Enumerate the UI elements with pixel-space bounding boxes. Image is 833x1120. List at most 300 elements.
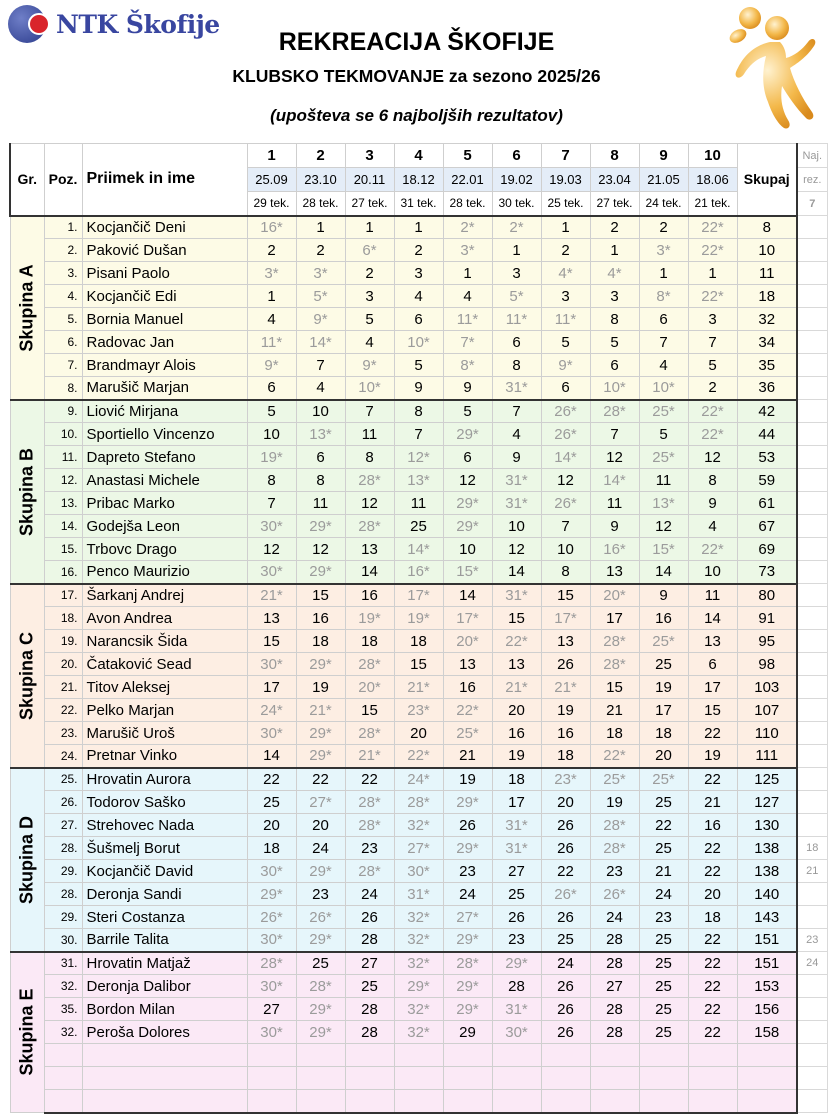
- round-date: 21.05: [639, 168, 688, 192]
- round-result: 21*: [345, 745, 394, 768]
- round-result: [247, 1067, 296, 1090]
- round-result: 20: [394, 722, 443, 745]
- round-result: 23: [492, 929, 541, 952]
- round-result: 20: [247, 814, 296, 837]
- header-row-rounds: [10, 144, 827, 168]
- round-result: 6: [247, 377, 296, 400]
- round-result: 28*: [590, 630, 639, 653]
- round-result: 1: [492, 239, 541, 262]
- round-result: 2: [541, 239, 590, 262]
- round-result: 28*: [345, 653, 394, 676]
- round-result: [492, 1044, 541, 1067]
- round-result: [688, 1044, 737, 1067]
- player-name: Peroša Dolores: [82, 1021, 247, 1044]
- player-position: 21.: [44, 676, 82, 699]
- round-result: 27*: [296, 791, 345, 814]
- player-name: Bordon Milan: [82, 998, 247, 1021]
- table-row: [10, 883, 827, 906]
- round-result: 4: [492, 423, 541, 446]
- round-result: 4: [688, 515, 737, 538]
- round-result: 9: [590, 515, 639, 538]
- round-result: 28*: [345, 791, 394, 814]
- header-best-3: 7: [797, 192, 827, 216]
- round-result: 25: [247, 791, 296, 814]
- round-result: 23*: [394, 699, 443, 722]
- round-result: 29*: [492, 952, 541, 975]
- round-result: 7: [492, 400, 541, 423]
- player-position: 30.: [44, 929, 82, 952]
- round-result: 4: [296, 377, 345, 400]
- round-result: 29*: [443, 998, 492, 1021]
- round-result: 27*: [443, 906, 492, 929]
- round-result: 28*: [247, 952, 296, 975]
- player-position: [44, 1090, 82, 1113]
- round-result: [590, 1090, 639, 1113]
- round-result: 23: [345, 837, 394, 860]
- player-best-result: [797, 423, 827, 446]
- round-result: 1: [590, 239, 639, 262]
- round-result: 30*: [492, 1021, 541, 1044]
- round-result: 23: [296, 883, 345, 906]
- player-position: 28.: [44, 837, 82, 860]
- player-total: 130: [737, 814, 797, 837]
- player-total: 125: [737, 768, 797, 791]
- round-result: 26: [541, 814, 590, 837]
- player-total: 127: [737, 791, 797, 814]
- round-result: 22: [688, 998, 737, 1021]
- round-result: 1: [296, 216, 345, 239]
- table-row: [10, 216, 827, 239]
- round-result: 26: [541, 906, 590, 929]
- player-position: [44, 1044, 82, 1067]
- round-result: 29*: [296, 653, 345, 676]
- table-row: [10, 791, 827, 814]
- round-result: 22: [296, 768, 345, 791]
- player-total: 153: [737, 975, 797, 998]
- round-result: 20: [492, 699, 541, 722]
- round-result: 8: [394, 400, 443, 423]
- round-result: 26: [541, 998, 590, 1021]
- round-participants: 30 tek.: [492, 192, 541, 216]
- round-result: 19: [296, 676, 345, 699]
- player-name: Dapreto Stefano: [82, 446, 247, 469]
- round-result: 29*: [296, 1021, 345, 1044]
- round-result: 2*: [492, 216, 541, 239]
- round-result: 4: [247, 308, 296, 331]
- round-participants: 28 tek.: [443, 192, 492, 216]
- round-result: 6: [639, 308, 688, 331]
- round-result: 25: [639, 952, 688, 975]
- round-result: 19: [492, 745, 541, 768]
- round-result: 11*: [541, 308, 590, 331]
- round-result: 9*: [296, 308, 345, 331]
- round-result: 6: [492, 331, 541, 354]
- round-participants: 27 tek.: [345, 192, 394, 216]
- round-result: 29*: [443, 837, 492, 860]
- round-result: 8*: [443, 354, 492, 377]
- round-result: 22: [639, 814, 688, 837]
- player-best-result: [797, 883, 827, 906]
- round-result: 22*: [394, 745, 443, 768]
- round-result: 7: [541, 515, 590, 538]
- round-result: 22*: [492, 630, 541, 653]
- round-result: 13: [345, 538, 394, 561]
- round-result: 29*: [443, 791, 492, 814]
- round-result: 22: [688, 837, 737, 860]
- round-result: 26: [541, 653, 590, 676]
- round-date: 18.06: [688, 168, 737, 192]
- round-result: 26*: [541, 423, 590, 446]
- player-position: [44, 1067, 82, 1090]
- round-result: [345, 1067, 394, 1090]
- round-result: 25: [639, 998, 688, 1021]
- player-position: 25.: [44, 768, 82, 791]
- round-result: 15: [492, 607, 541, 630]
- player-total: 36: [737, 377, 797, 400]
- round-result: 30*: [247, 860, 296, 883]
- round-result: 16: [296, 607, 345, 630]
- round-number: 2: [296, 144, 345, 168]
- round-result: 10: [688, 561, 737, 584]
- player-best-result: [797, 745, 827, 768]
- round-result: 29*: [443, 929, 492, 952]
- player-best-result: [797, 285, 827, 308]
- round-result: 21: [688, 791, 737, 814]
- player-best-result: 18: [797, 837, 827, 860]
- round-result: 30*: [247, 722, 296, 745]
- round-result: 15*: [639, 538, 688, 561]
- round-result: 14: [492, 561, 541, 584]
- round-result: 4: [345, 331, 394, 354]
- player-name: Godejša Leon: [82, 515, 247, 538]
- player-name: Šarkanj Andrej: [82, 584, 247, 607]
- player-name: Anastasi Michele: [82, 469, 247, 492]
- round-result: 1: [443, 262, 492, 285]
- round-result: 22: [541, 860, 590, 883]
- player-total: 95: [737, 630, 797, 653]
- round-result: 29*: [296, 929, 345, 952]
- player-position: 5.: [44, 308, 82, 331]
- round-result: 25: [296, 952, 345, 975]
- table-row: [10, 814, 827, 837]
- group-label-text: Skupina A: [16, 263, 37, 352]
- player-best-result: [797, 630, 827, 653]
- round-result: 12*: [394, 446, 443, 469]
- player-best-result: 24: [797, 952, 827, 975]
- round-result: 28*: [590, 814, 639, 837]
- round-result: 18: [639, 722, 688, 745]
- round-result: 12: [492, 538, 541, 561]
- round-result: 20: [639, 745, 688, 768]
- round-result: 22: [688, 768, 737, 791]
- round-result: 19: [688, 745, 737, 768]
- round-result: 8: [247, 469, 296, 492]
- round-result: 8: [541, 561, 590, 584]
- round-result: 26*: [296, 906, 345, 929]
- round-result: 16*: [394, 561, 443, 584]
- round-participants: 28 tek.: [296, 192, 345, 216]
- table-row: [10, 492, 827, 515]
- round-result: 4*: [590, 262, 639, 285]
- round-result: 17*: [541, 607, 590, 630]
- round-result: 22*: [688, 538, 737, 561]
- round-result: 25: [639, 837, 688, 860]
- round-result: 28*: [443, 952, 492, 975]
- round-result: 11: [688, 584, 737, 607]
- round-result: 6: [688, 653, 737, 676]
- round-result: 25*: [639, 768, 688, 791]
- round-result: 25: [639, 1021, 688, 1044]
- round-result: 17: [688, 676, 737, 699]
- round-result: [541, 1090, 590, 1113]
- table-row: [10, 952, 827, 975]
- round-result: 12: [590, 446, 639, 469]
- round-result: 24*: [247, 699, 296, 722]
- round-result: 11: [639, 469, 688, 492]
- round-result: 29: [443, 1021, 492, 1044]
- round-result: 1: [345, 216, 394, 239]
- round-result: 28: [345, 1021, 394, 1044]
- round-result: 27: [345, 952, 394, 975]
- round-result: 10: [443, 538, 492, 561]
- round-result: 27: [492, 860, 541, 883]
- player-name: Šušmelj Borut: [82, 837, 247, 860]
- round-result: 19*: [394, 607, 443, 630]
- round-result: 28*: [345, 860, 394, 883]
- round-result: [296, 1044, 345, 1067]
- round-result: 18: [345, 630, 394, 653]
- table-row: [10, 561, 827, 584]
- player-total: 44: [737, 423, 797, 446]
- round-result: 29*: [296, 722, 345, 745]
- round-result: 25: [345, 975, 394, 998]
- round-result: 32*: [394, 929, 443, 952]
- round-result: [394, 1090, 443, 1113]
- player-name: Brandmayr Alois: [82, 354, 247, 377]
- round-result: 16: [492, 722, 541, 745]
- round-result: 7: [590, 423, 639, 446]
- player-best-result: [797, 538, 827, 561]
- round-result: [541, 1067, 590, 1090]
- standings-table: [9, 143, 828, 1114]
- round-result: 28*: [296, 975, 345, 998]
- round-result: [688, 1090, 737, 1113]
- round-result: [247, 1090, 296, 1113]
- round-result: 22: [688, 952, 737, 975]
- player-total: 140: [737, 883, 797, 906]
- round-result: 26*: [590, 883, 639, 906]
- player-total: 35: [737, 354, 797, 377]
- player-name: Kocjančič David: [82, 860, 247, 883]
- round-result: 17: [590, 607, 639, 630]
- player-total: 11: [737, 262, 797, 285]
- player-best-result: 23: [797, 929, 827, 952]
- round-date: 19.03: [541, 168, 590, 192]
- round-result: 14: [443, 584, 492, 607]
- round-result: 26*: [541, 400, 590, 423]
- round-result: 26*: [247, 906, 296, 929]
- round-result: 24: [443, 883, 492, 906]
- round-result: 22*: [688, 423, 737, 446]
- round-result: 4: [394, 285, 443, 308]
- round-result: 21*: [247, 584, 296, 607]
- player-best-result: [797, 216, 827, 239]
- round-result: 28: [590, 952, 639, 975]
- player-position: 4.: [44, 285, 82, 308]
- round-result: 24*: [394, 768, 443, 791]
- round-result: 19: [541, 699, 590, 722]
- player-total: 69: [737, 538, 797, 561]
- round-result: 19: [639, 676, 688, 699]
- round-result: 11: [345, 423, 394, 446]
- round-result: 6: [296, 446, 345, 469]
- round-result: 7: [688, 331, 737, 354]
- table-row: [10, 607, 827, 630]
- player-position: 9.: [44, 400, 82, 423]
- player-total: 138: [737, 860, 797, 883]
- round-result: 2: [247, 239, 296, 262]
- round-result: 20: [688, 883, 737, 906]
- round-result: 18: [492, 768, 541, 791]
- round-result: 4: [443, 285, 492, 308]
- player-name: Titov Aleksej: [82, 676, 247, 699]
- round-result: 18: [688, 906, 737, 929]
- round-result: 29*: [247, 883, 296, 906]
- round-result: 5: [345, 308, 394, 331]
- round-result: 28: [590, 1021, 639, 1044]
- player-best-result: [797, 561, 827, 584]
- round-result: 14*: [296, 331, 345, 354]
- group-label-text: Skupina E: [16, 988, 37, 1076]
- round-result: 22: [688, 1021, 737, 1044]
- round-result: 21: [639, 860, 688, 883]
- round-result: 22: [247, 768, 296, 791]
- player-position: 12.: [44, 469, 82, 492]
- round-result: 9: [443, 377, 492, 400]
- round-result: 17*: [394, 584, 443, 607]
- player-position: 13.: [44, 492, 82, 515]
- round-result: 1: [688, 262, 737, 285]
- player-position: 10.: [44, 423, 82, 446]
- player-position: 8.: [44, 377, 82, 400]
- round-result: 7: [247, 492, 296, 515]
- round-date: 23.04: [590, 168, 639, 192]
- round-result: 26: [345, 906, 394, 929]
- table-row: [10, 860, 827, 883]
- round-result: 4*: [541, 262, 590, 285]
- round-result: 10: [492, 515, 541, 538]
- round-result: 15*: [443, 561, 492, 584]
- round-result: 9*: [247, 354, 296, 377]
- round-result: 28*: [590, 837, 639, 860]
- round-result: 27: [247, 998, 296, 1021]
- round-result: 31*: [492, 998, 541, 1021]
- round-result: 29*: [443, 492, 492, 515]
- round-result: 19: [443, 768, 492, 791]
- player-best-result: [797, 699, 827, 722]
- player-best-result: [797, 1090, 827, 1113]
- player-total: 151: [737, 952, 797, 975]
- table-row: [10, 584, 827, 607]
- round-result: 26: [541, 975, 590, 998]
- round-result: 2: [590, 216, 639, 239]
- round-result: 23*: [541, 768, 590, 791]
- player-position: 18.: [44, 607, 82, 630]
- round-result: 31*: [492, 814, 541, 837]
- player-name: Strehovec Nada: [82, 814, 247, 837]
- round-result: 19*: [345, 607, 394, 630]
- round-result: 2: [345, 262, 394, 285]
- round-participants: 27 tek.: [590, 192, 639, 216]
- round-result: 15: [688, 699, 737, 722]
- round-result: 25: [639, 975, 688, 998]
- round-result: 5: [394, 354, 443, 377]
- player-name: Hrovatin Aurora: [82, 768, 247, 791]
- round-result: 28*: [345, 469, 394, 492]
- round-result: 22: [688, 860, 737, 883]
- round-result: 12: [345, 492, 394, 515]
- round-result: 24: [541, 952, 590, 975]
- player-total: 18: [737, 285, 797, 308]
- round-number: 4: [394, 144, 443, 168]
- player-name: [82, 1090, 247, 1113]
- group-label: [10, 952, 44, 1113]
- player-total: 158: [737, 1021, 797, 1044]
- round-result: 5: [541, 331, 590, 354]
- player-best-result: [797, 1044, 827, 1067]
- player-name: Marušič Uroš: [82, 722, 247, 745]
- player-name: Avon Andrea: [82, 607, 247, 630]
- player-name: Radovac Jan: [82, 331, 247, 354]
- player-total: 10: [737, 239, 797, 262]
- round-result: [492, 1067, 541, 1090]
- table-row: [10, 377, 827, 400]
- player-name: Paković Dušan: [82, 239, 247, 262]
- round-result: 20: [541, 791, 590, 814]
- round-result: 28*: [345, 814, 394, 837]
- round-result: 25: [639, 929, 688, 952]
- player-total: 110: [737, 722, 797, 745]
- round-number: 1: [247, 144, 296, 168]
- round-result: 14*: [394, 538, 443, 561]
- player-position: 6.: [44, 331, 82, 354]
- round-result: 25*: [590, 768, 639, 791]
- round-result: [639, 1067, 688, 1090]
- player-position: 22.: [44, 699, 82, 722]
- player-total: 53: [737, 446, 797, 469]
- round-result: 11: [296, 492, 345, 515]
- round-number: 5: [443, 144, 492, 168]
- group-label-text: Skupina D: [16, 815, 37, 904]
- round-date: 22.01: [443, 168, 492, 192]
- round-result: 1: [541, 216, 590, 239]
- player-best-result: [797, 653, 827, 676]
- player-position: 11.: [44, 446, 82, 469]
- round-result: 25: [639, 791, 688, 814]
- round-result: 31*: [394, 883, 443, 906]
- player-name: Deronja Dalibor: [82, 975, 247, 998]
- round-result: 27*: [394, 837, 443, 860]
- round-result: [394, 1067, 443, 1090]
- player-total: 61: [737, 492, 797, 515]
- table-row: [10, 745, 827, 768]
- player-total: 156: [737, 998, 797, 1021]
- player-position: 3.: [44, 262, 82, 285]
- round-result: [247, 1044, 296, 1067]
- player-position: 27.: [44, 814, 82, 837]
- player-position: 24.: [44, 745, 82, 768]
- round-result: 28*: [345, 515, 394, 538]
